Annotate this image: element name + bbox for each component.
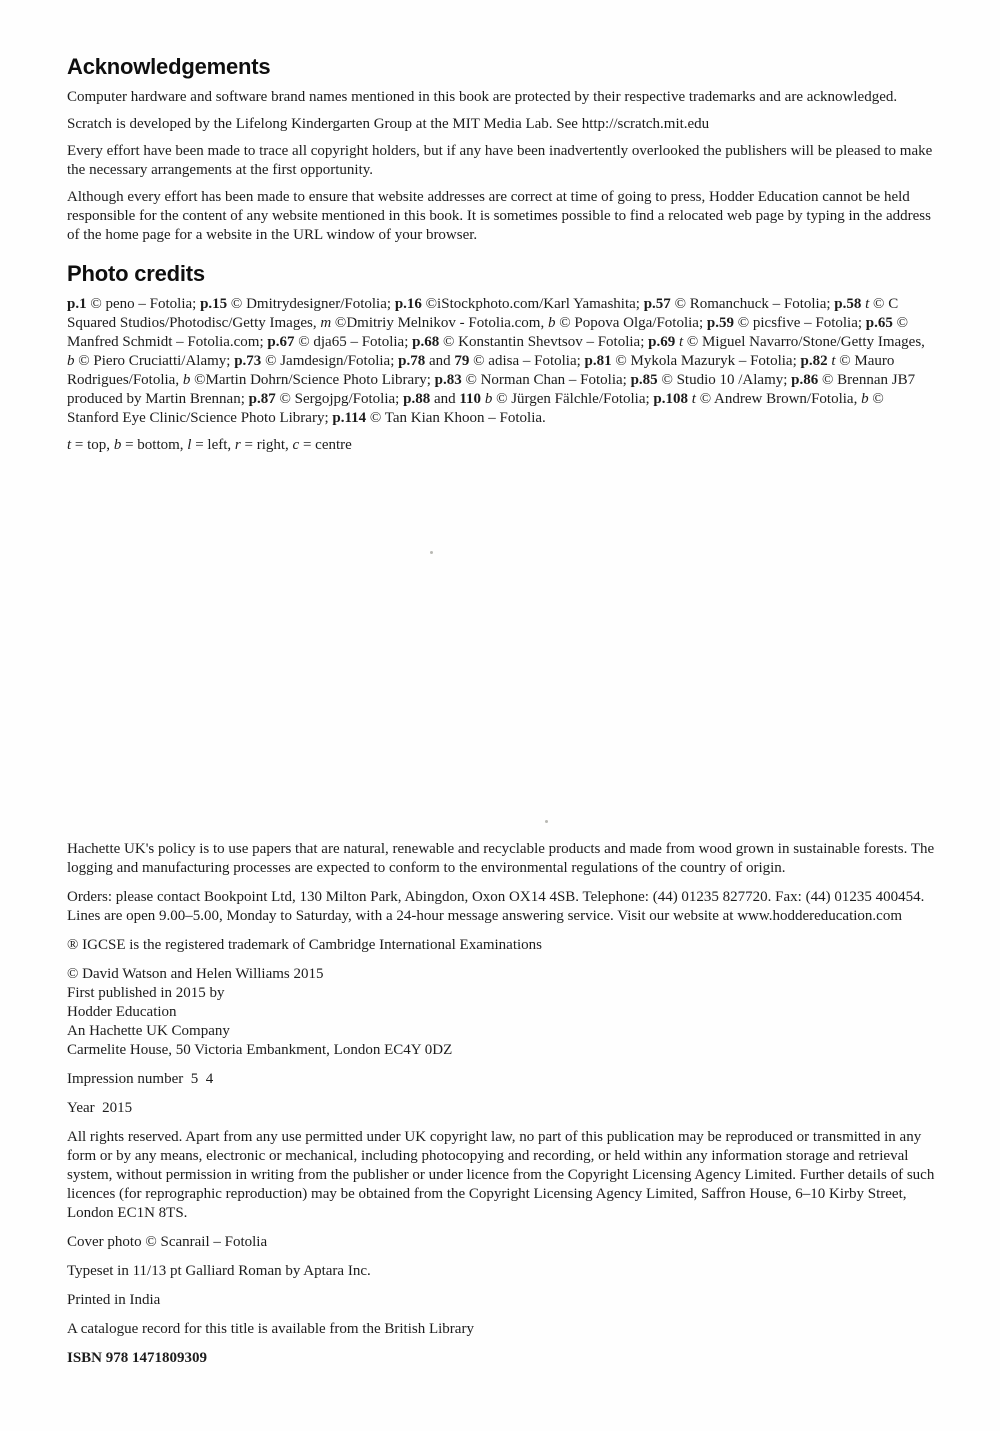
typeset-line: Typeset in 11/13 pt Galliard Roman by Aptara Inc. xyxy=(67,1263,371,1279)
cover-photo-credit-line: Cover photo © Scanrail – Fotolia xyxy=(67,1234,268,1250)
copyright-holders-line: © David Watson and Helen Williams 2015 xyxy=(67,966,324,982)
imprint-section xyxy=(67,840,935,1376)
scan-speck xyxy=(545,820,548,823)
paragraph-rights-reserved: All rights reserved. Apart from any use permitted under UK copyright law, no part of this publication may be reproduced or transmitted in any form or by any means, electronic or mechanical, including photocopying and recording, or held within any information storage and retrieval system, without permission in writing from the publisher or under licence from the Copyright Licensing Agency Limited. Further details of such licences (for reprographic reproduction) may be obtained from the Copyright Licensing Agency Limited, Saffron House, 6–10 Kirby Street, London EC1N 8TS. xyxy=(67,1129,935,1221)
acknowledgements-section xyxy=(67,54,935,463)
first-published-line: First published in 2015 by xyxy=(67,985,225,1001)
photo-credits-heading: Photo credits xyxy=(67,261,205,286)
company-line: An Hachette UK Company xyxy=(67,1023,230,1039)
publisher-block xyxy=(67,965,935,1060)
paragraph-orders: Orders: please contact Bookpoint Ltd, 130 Milton Park, Abingdon, Oxon OX14 4SB. Telephone: (44) 01235 827720. Fax: (44) 01235 400454. Lines are open 9.00–5.00, Monday to Saturday, with a 24-hour message answering service. Visit our website at www.hoddereducation.com xyxy=(67,889,925,924)
paragraph-trademark-notice: Computer hardware and software brand names mentioned in this book are protected by their respective trademarks and are acknowledged. xyxy=(67,89,898,105)
paragraph-scratch-credit: Scratch is developed by the Lifelong Kindergarten Group at the MIT Media Lab. See http://scratch.mit.edu xyxy=(67,116,710,132)
impression-number-line: Impression number 5 4 xyxy=(67,1071,214,1087)
publisher-name-line: Hodder Education xyxy=(67,1004,177,1020)
paragraph-website-disclaimer: Although every effort has been made to ensure that website addresses are correct at time of going to press, Hodder Education cannot be held responsible for the content of any website mentioned in this book. It is sometimes possible to find a relocated web page by typing in the address of the home page for a website in the URL window of your browser. xyxy=(67,189,931,243)
photo-credits-list: p.1 © peno – Fotolia; p.15 © Dmitrydesigner/Fotolia; p.16 ©iStockphoto.com/Karl Yamashita; p.57 © Romanchuck – Fotolia; p.58 t © C Squared Studios/Photodisc/Getty Images, m ©Dmitriy Melnikov - Fotolia.com, b © Popova Olga/Fotolia; p.59 © picsfive – Fotolia; p.65 © Manfred Schmidt – Fotolia.com; p.67 © dja65 – Fotolia; p.68 © Konstantin Shevtsov – Fotolia; p.69 t © Miguel Navarro/Stone/Getty Images, b © Piero Cruciatti/Alamy; p.73 © Jamdesign/Fotolia; p.78 and 79 © adisa – Fotolia; p.81 © Mykola Mazuryk – Fotolia; p.82 t © Mauro Rodrigues/Fotolia, b ©Martin Dohrn/Science Photo Library; p.83 © Norman Chan – Fotolia; p.85 © Studio 10 /Alamy; p.86 © Brennan JB7 produced by Martin Brennan; p.87 © Sergojpg/Fotolia; p.88 and 110 b © Jürgen Fälchle/Fotolia; p.108 t © Andrew Brown/Fotolia, b © Stanford Eye Clinic/Science Photo Library; p.114 © Tan Kian Khoon – Fotolia. xyxy=(67,296,925,426)
acknowledgements-heading: Acknowledgements xyxy=(67,54,271,79)
paragraph-igcse-trademark: ® IGCSE is the registered trademark of Cambridge International Examinations xyxy=(67,937,543,953)
publisher-address-line: Carmelite House, 50 Victoria Embankment, London EC4Y 0DZ xyxy=(67,1042,453,1058)
catalogue-record-line: A catalogue record for this title is available from the British Library xyxy=(67,1321,474,1337)
isbn-line: ISBN 978 1471809309 xyxy=(67,1350,208,1366)
scan-speck xyxy=(430,551,433,554)
paragraph-copyright-trace: Every effort have been made to trace all copyright holders, but if any have been inadvertently overlooked the publishers will be pleased to make the necessary arrangements at the first opportunity. xyxy=(67,143,933,178)
year-line: Year 2015 xyxy=(67,1100,133,1116)
printed-in-line: Printed in India xyxy=(67,1292,161,1308)
photo-position-key: t = top, b = bottom, l = left, r = right, c = centre xyxy=(67,437,352,453)
paragraph-paper-policy: Hachette UK's policy is to use papers that are natural, renewable and recyclable products and made from wood grown in sustainable forests. The logging and manufacturing processes are expected to conform to the environmental regulations of the country of origin. xyxy=(67,841,935,876)
